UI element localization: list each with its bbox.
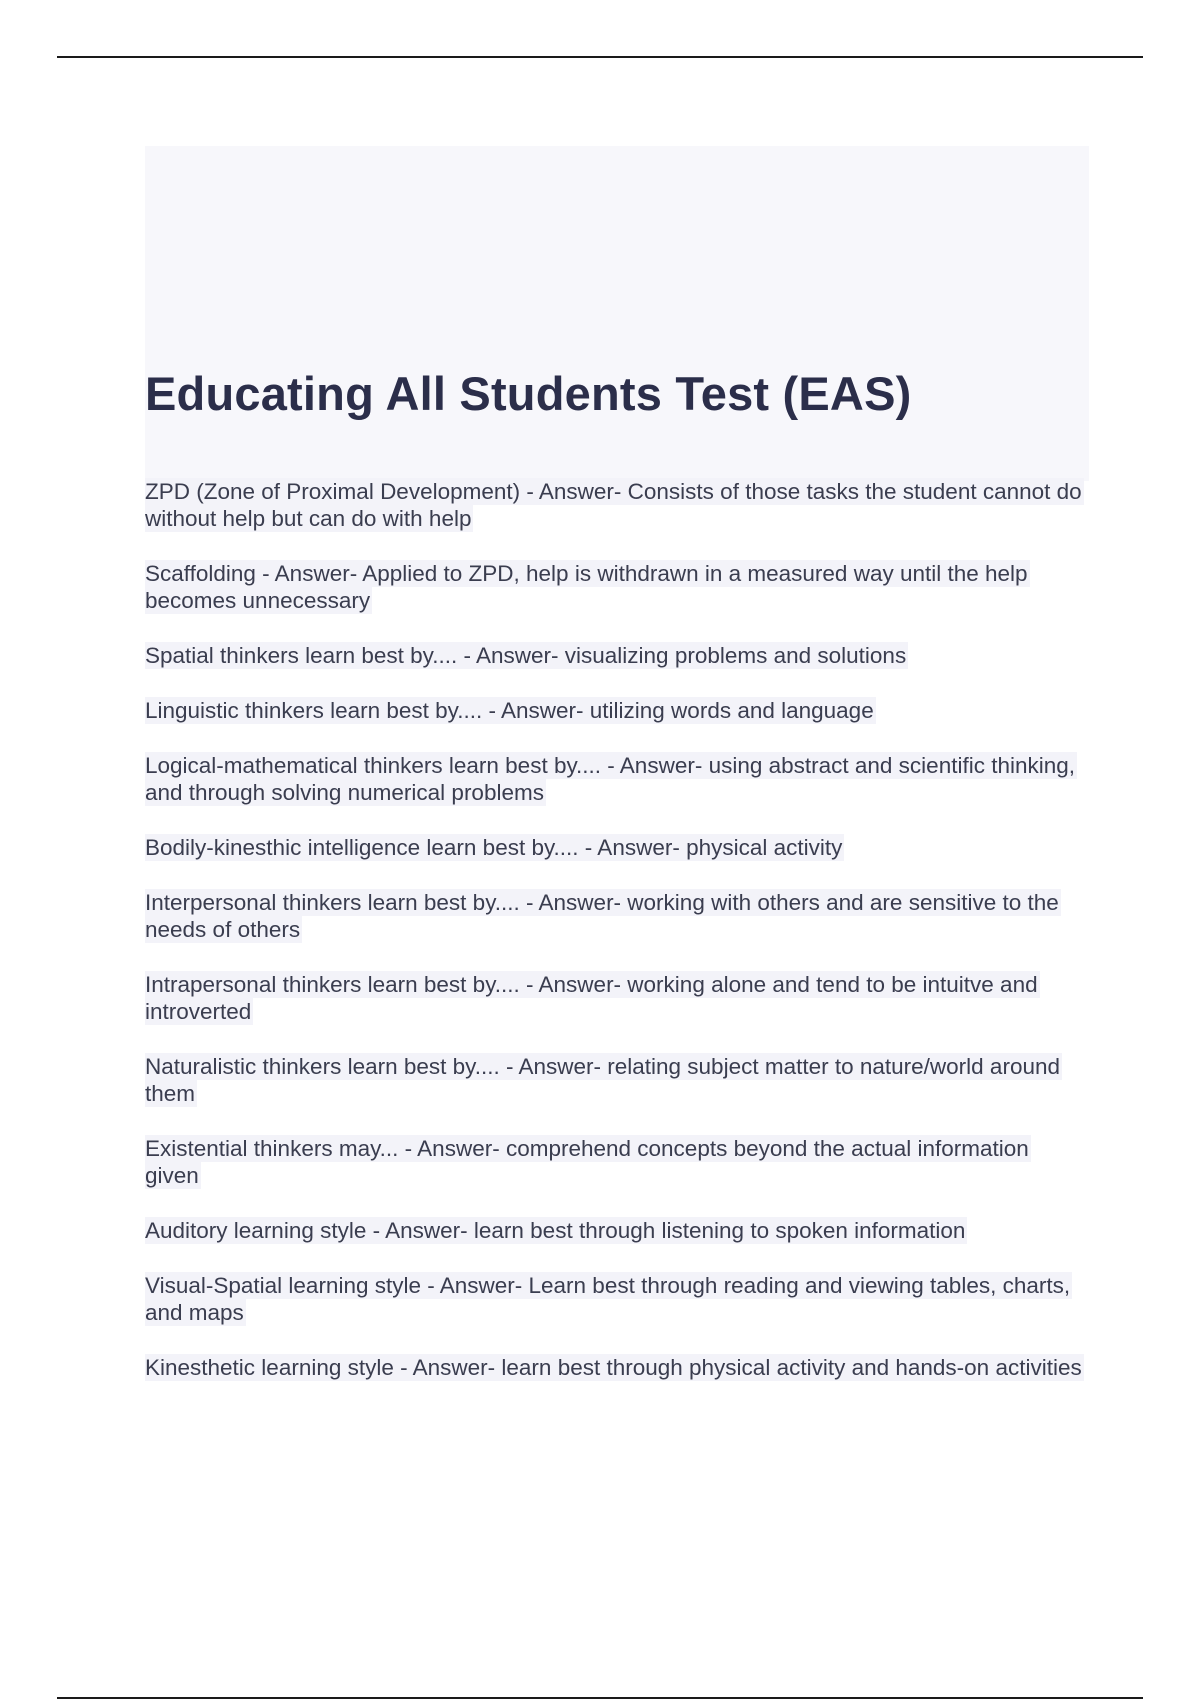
flashcard-item [145, 1135, 1090, 1189]
flashcard-text: Spatial thinkers learn best by.... - Answer- visualizing problems and solutions [145, 643, 907, 668]
flashcard-item [145, 697, 1090, 724]
flashcard-item [145, 478, 1090, 532]
flashcard-item [145, 752, 1090, 806]
flashcard-text: ZPD (Zone of Proximal Development) - Answer- Consists of those tasks the student cannot do without help but can do with help [145, 479, 1082, 531]
flashcard-text: Existential thinkers may... - Answer- comprehend concepts beyond the actual information given [145, 1136, 1029, 1188]
flashcard-item [145, 1354, 1090, 1381]
flashcard-item [145, 889, 1090, 943]
flashcard-list [145, 478, 1090, 1409]
bottom-divider [57, 1697, 1143, 1699]
flashcard-item [145, 560, 1090, 614]
flashcard-text: Scaffolding - Answer- Applied to ZPD, help is withdrawn in a measured way until the help becomes unnecessary [145, 561, 1028, 613]
flashcard-text: Naturalistic thinkers learn best by.... - Answer- relating subject matter to nature/world around them [145, 1054, 1060, 1106]
flashcard-item [145, 1217, 1090, 1244]
flashcard-item [145, 834, 1090, 861]
flashcard-item [145, 1053, 1090, 1107]
flashcard-item [145, 1272, 1090, 1326]
flashcard-item [145, 971, 1090, 1025]
flashcard-item [145, 642, 1090, 669]
flashcard-text: Auditory learning style - Answer- learn best through listening to spoken information [145, 1218, 966, 1243]
document-title: Educating All Students Test (EAS) [145, 367, 912, 420]
flashcard-text: Intrapersonal thinkers learn best by.... - Answer- working alone and tend to be intuitve and introverted [145, 972, 1038, 1024]
title-banner [145, 146, 1089, 481]
flashcard-text: Logical-mathematical thinkers learn best by.... - Answer- using abstract and scientific thinking, and through solving numerical problems [145, 753, 1076, 805]
flashcard-text: Kinesthetic learning style - Answer- learn best through physical activity and hands-on activities [145, 1355, 1082, 1380]
top-divider [57, 56, 1143, 58]
flashcard-text: Interpersonal thinkers learn best by.... - Answer- working with others and are sensitive to the needs of others [145, 890, 1059, 942]
flashcard-text: Linguistic thinkers learn best by.... - Answer- utilizing words and language [145, 698, 874, 723]
flashcard-text: Visual-Spatial learning style - Answer- Learn best through reading and viewing tables, charts, and maps [145, 1273, 1071, 1325]
flashcard-text: Bodily-kinesthic intelligence learn best by.... - Answer- physical activity [145, 835, 843, 860]
